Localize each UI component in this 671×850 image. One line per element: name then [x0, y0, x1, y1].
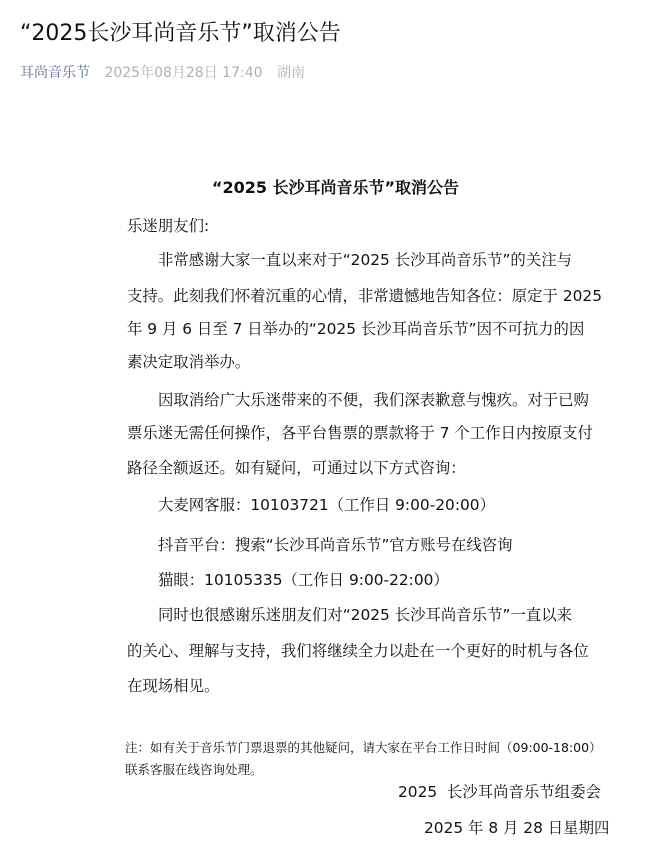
body-line: 路径全额返还。如有疑问，可通过以下方式咨询： — [127, 459, 466, 477]
contact-douyin: 抖音平台：搜索“长沙耳尚音乐节”官方账号在线咨询 — [158, 536, 513, 554]
publish-location: 湖南 — [276, 65, 305, 81]
signature-date: 2025 年 8 月 28 日星期四 — [424, 819, 610, 837]
body-line: 因取消给广大乐迷带来的不便，我们深表歉意与愧疚。对于已购 — [158, 391, 589, 409]
notice-heading: “2025 长沙耳尚音乐节”取消公告 — [211, 178, 460, 197]
body-line: 的关心、理解与支持，我们将继续全力以赴在一个更好的时机与各位 — [127, 642, 589, 660]
body-line: 年 9 月 6 日至 7 日举办的“2025 长沙耳尚音乐节”因不可抗力的因 — [127, 320, 585, 338]
body-line: 在现场相见。 — [127, 677, 220, 695]
note-line: 注：如有关于音乐节门票退票的其他疑问，请大家在平台工作日时间（09:00-18:00） — [125, 740, 602, 755]
article-meta — [20, 62, 305, 82]
signature: 2025 长沙耳尚音乐节组委会 — [398, 783, 601, 801]
contact-damai: 大麦网客服：10103721（工作日 9:00-20:00） — [158, 496, 495, 514]
body-line: 票乐迷无需任何操作，各平台售票的票款将于 7 个工作日内按原支付 — [127, 424, 593, 442]
greeting: 乐迷朋友们: — [127, 217, 210, 235]
note-line: 联系客服在线咨询处理。 — [125, 762, 263, 777]
body-line: 素决定取消举办。 — [127, 353, 251, 371]
body-line: 同时也很感谢乐迷朋友们对“2025 长沙耳尚音乐节”一直以来 — [158, 606, 572, 624]
article-title: “2025长沙耳尚音乐节”取消公告 — [20, 21, 341, 46]
publish-time: 2025年08月28日 17:40 — [104, 65, 263, 81]
body-line: 支持。此刻我们怀着沉重的心情，非常遗憾地告知各位：原定于 2025 — [127, 287, 602, 305]
body-line: 非常感谢大家一直以来对于“2025 长沙耳尚音乐节”的关注与 — [158, 251, 572, 269]
account-name-link[interactable]: 耳尚音乐节 — [20, 65, 90, 81]
contact-maoyan: 猫眼：10105335（工作日 9:00-22:00） — [158, 571, 449, 589]
